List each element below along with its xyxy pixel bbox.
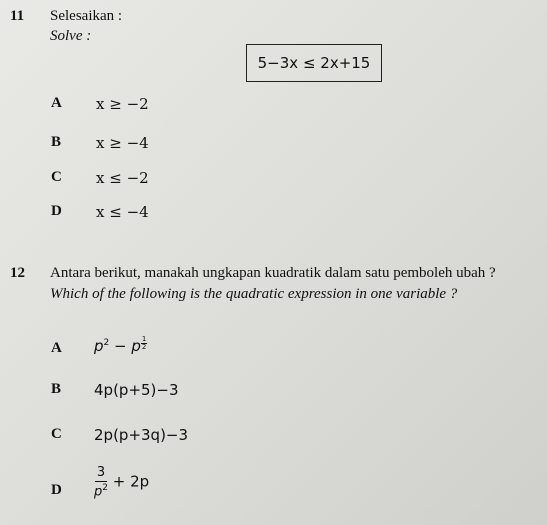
q12-option-d-text[interactable]: $\frac{3}{p^2}$ + 2p — [94, 465, 150, 500]
q12-option-c-letter[interactable]: C — [51, 426, 62, 442]
q11-option-d-text[interactable]: x ≤ −4 — [96, 203, 149, 221]
question-12-number: 12 — [10, 265, 25, 281]
question-12-prompt-english: Which of the following is the quadratic expression in one variable ? — [50, 286, 458, 302]
q11-option-b-text[interactable]: x ≥ −4 — [96, 134, 149, 152]
inequality-box — [246, 44, 382, 82]
q12-option-d-letter[interactable]: D — [51, 482, 62, 498]
q12-option-a-text[interactable]: $p^2 - p$ $\frac{1}{2}$ — [94, 335, 147, 355]
fraction: $\frac{3}{p^2}$ — [94, 465, 108, 500]
question-11-prompt-malay: Selesaikan : — [50, 8, 123, 24]
question-11-prompt-english: Solve : — [50, 28, 92, 44]
question-11-number: 11 — [10, 8, 25, 24]
q11-option-c-text[interactable]: x ≤ −2 — [96, 169, 149, 187]
q11-option-b-letter[interactable]: B — [51, 134, 62, 150]
q12-option-b-text[interactable]: 4p(p+5)−3 — [94, 381, 179, 399]
inequality-expression: 5−3x ≤ 2x+15 — [257, 54, 371, 72]
q11-option-a-letter[interactable]: A — [51, 95, 62, 111]
q11-option-c-letter[interactable]: C — [51, 169, 62, 185]
half-exponent: $\frac{1}{2}$ — [141, 335, 147, 351]
q12-option-a-letter[interactable]: A — [51, 340, 62, 356]
q11-option-d-letter[interactable]: D — [51, 203, 62, 219]
q11-option-a-text[interactable]: x ≥ −2 — [96, 95, 149, 113]
q12-option-c-text[interactable]: 2p(p+3q)−3 — [94, 426, 189, 444]
q12-option-b-letter[interactable]: B — [51, 381, 62, 397]
question-12-prompt-malay: Antara berikut, manakah ungkapan kuadratik dalam satu pemboleh ubah ? — [50, 265, 496, 281]
